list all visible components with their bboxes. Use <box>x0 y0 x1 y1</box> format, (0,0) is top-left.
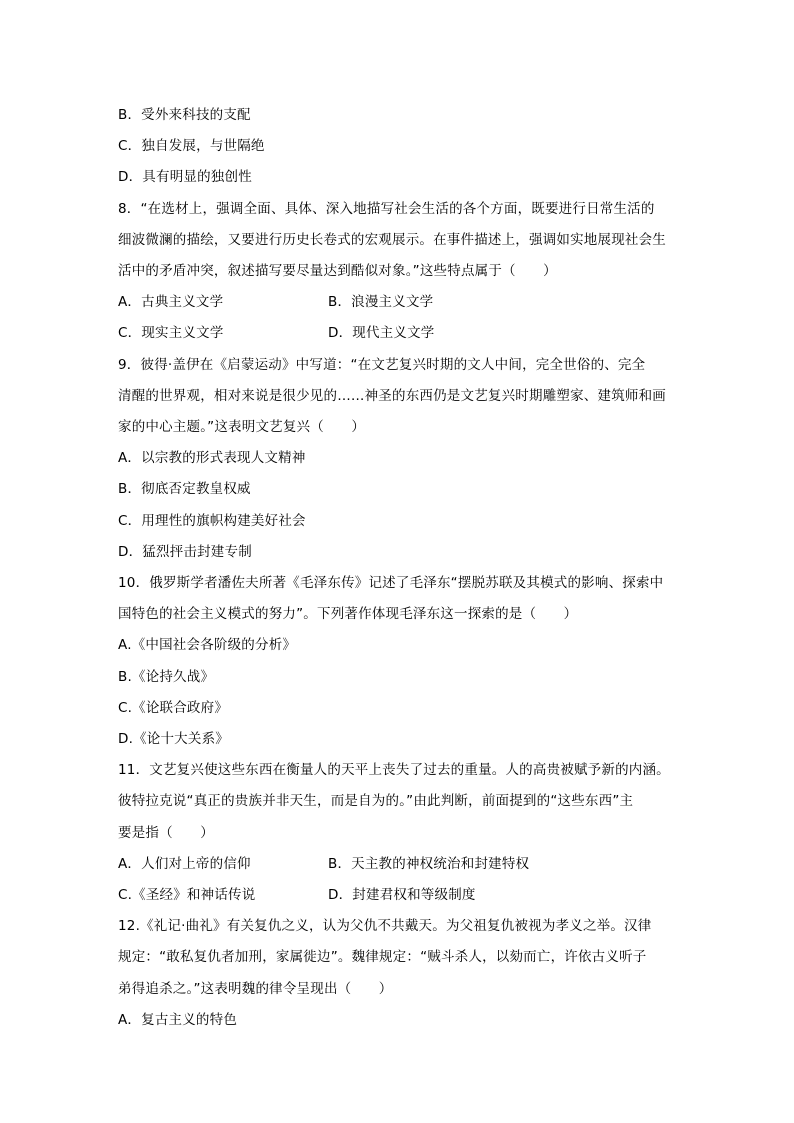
q9-option-a: A．以宗教的形式表现人文精神 <box>118 450 306 467</box>
q8-options-row-1 <box>118 287 678 318</box>
q11-option-b: B．天主教的神权统治和封建特权 <box>328 855 530 872</box>
q8-stem-line-3: 活中的矛盾冲突，叙述描写要尽量达到酷似对象。”这些特点属于（ ） <box>118 263 557 280</box>
q9-stem-line-3: 家的中心主题。”这表明文艺复兴（ ） <box>118 419 366 436</box>
q9-option-b: B．彻底否定教皇权威 <box>118 481 251 498</box>
exam-page <box>118 100 678 1036</box>
q10-option-c: C.《论联合政府》 <box>118 699 229 716</box>
q8-options-row-2 <box>118 318 678 349</box>
q12-stem-line-2: 规定：“敢私复仇者加刑，家属徙边”。魏律规定：“贼斗杀人，以劾而亡，许依古义听子 <box>118 949 647 966</box>
q7-option-d: D．具有明显的独创性 <box>118 169 252 186</box>
q11-option-c: C.《圣经》和神话传说 <box>118 887 256 904</box>
q9-stem-line-1: 9．彼得·盖伊在《启蒙运动》中写道：“在文艺复兴时期的文人中间，完全世俗的、完全 <box>118 356 646 373</box>
q12-stem-line-3: 弟得追杀之。”这表明魏的律令呈现出（ ） <box>118 980 393 997</box>
q10-option-d: D.《论十大关系》 <box>118 731 229 748</box>
q11-stem-line-1: 11．文艺复兴使这些东西在衡量人的天平上丧失了过去的重量。人的高贵被赋予新的内涵。 <box>118 762 670 779</box>
q12-stem-line-1: 12.《礼记·曲礼》有关复仇之义，认为父仇不共戴天。为父祖复仇被视为孝义之举。汉律 <box>118 918 652 935</box>
q10-option-a: A.《中国社会各阶级的分析》 <box>118 637 297 654</box>
q8-stem-line-2: 细波微澜的描绘，又要进行历史长卷式的宏观展示。在事件描述上，强调如实地展现社会生 <box>118 231 666 248</box>
q10-stem-line-1: 10．俄罗斯学者潘佐夫所著《毛泽东传》记述了毛泽东“摆脱苏联及其模式的影响、探索中 <box>118 575 664 592</box>
q9-option-d: D．猛烈抨击封建专制 <box>118 543 252 560</box>
q11-stem-line-2: 彼特拉克说“真正的贵族并非天生，而是自为的。”由此判断，前面提到的“这些东西”主 <box>118 793 634 810</box>
q8-option-a: A．古典主义文学 <box>118 294 224 311</box>
q11-option-a: A．人们对上帝的信仰 <box>118 855 251 872</box>
q7-option-c: C．独自发展，与世隔绝 <box>118 138 265 155</box>
q8-option-c: C．现实主义文学 <box>118 325 224 342</box>
q10-option-b: B.《论持久战》 <box>118 668 215 685</box>
q11-option-d: D．封建君权和等级制度 <box>328 887 476 904</box>
q10-stem-line-2: 国特色的社会主义模式的努力”。下列著作体现毛泽东这一探索的是（ ） <box>118 606 578 623</box>
q9-stem-line-2: 清醒的世界观，相对来说是很少见的……神圣的东西仍是文艺复兴时期雕塑家、建筑师和画 <box>118 387 666 404</box>
q9-option-c: C．用理性的旗帜构建美好社会 <box>118 512 306 529</box>
q12-option-a: A．复古主义的特色 <box>118 1011 238 1028</box>
q8-option-b: B．浪漫主义文学 <box>328 294 434 311</box>
q8-stem-line-1: 8．“在选材上，强调全面、具体、深入地描写社会生活的各个方面，既要进行日常生活的 <box>118 200 655 217</box>
q8-option-d: D．现代主义文学 <box>328 325 435 342</box>
q11-stem-line-3: 要是指（ ） <box>118 824 214 841</box>
q11-options-row-1 <box>118 849 678 880</box>
q11-options-row-2 <box>118 880 678 911</box>
q7-option-b: B．受外来科技的支配 <box>118 107 251 123</box>
